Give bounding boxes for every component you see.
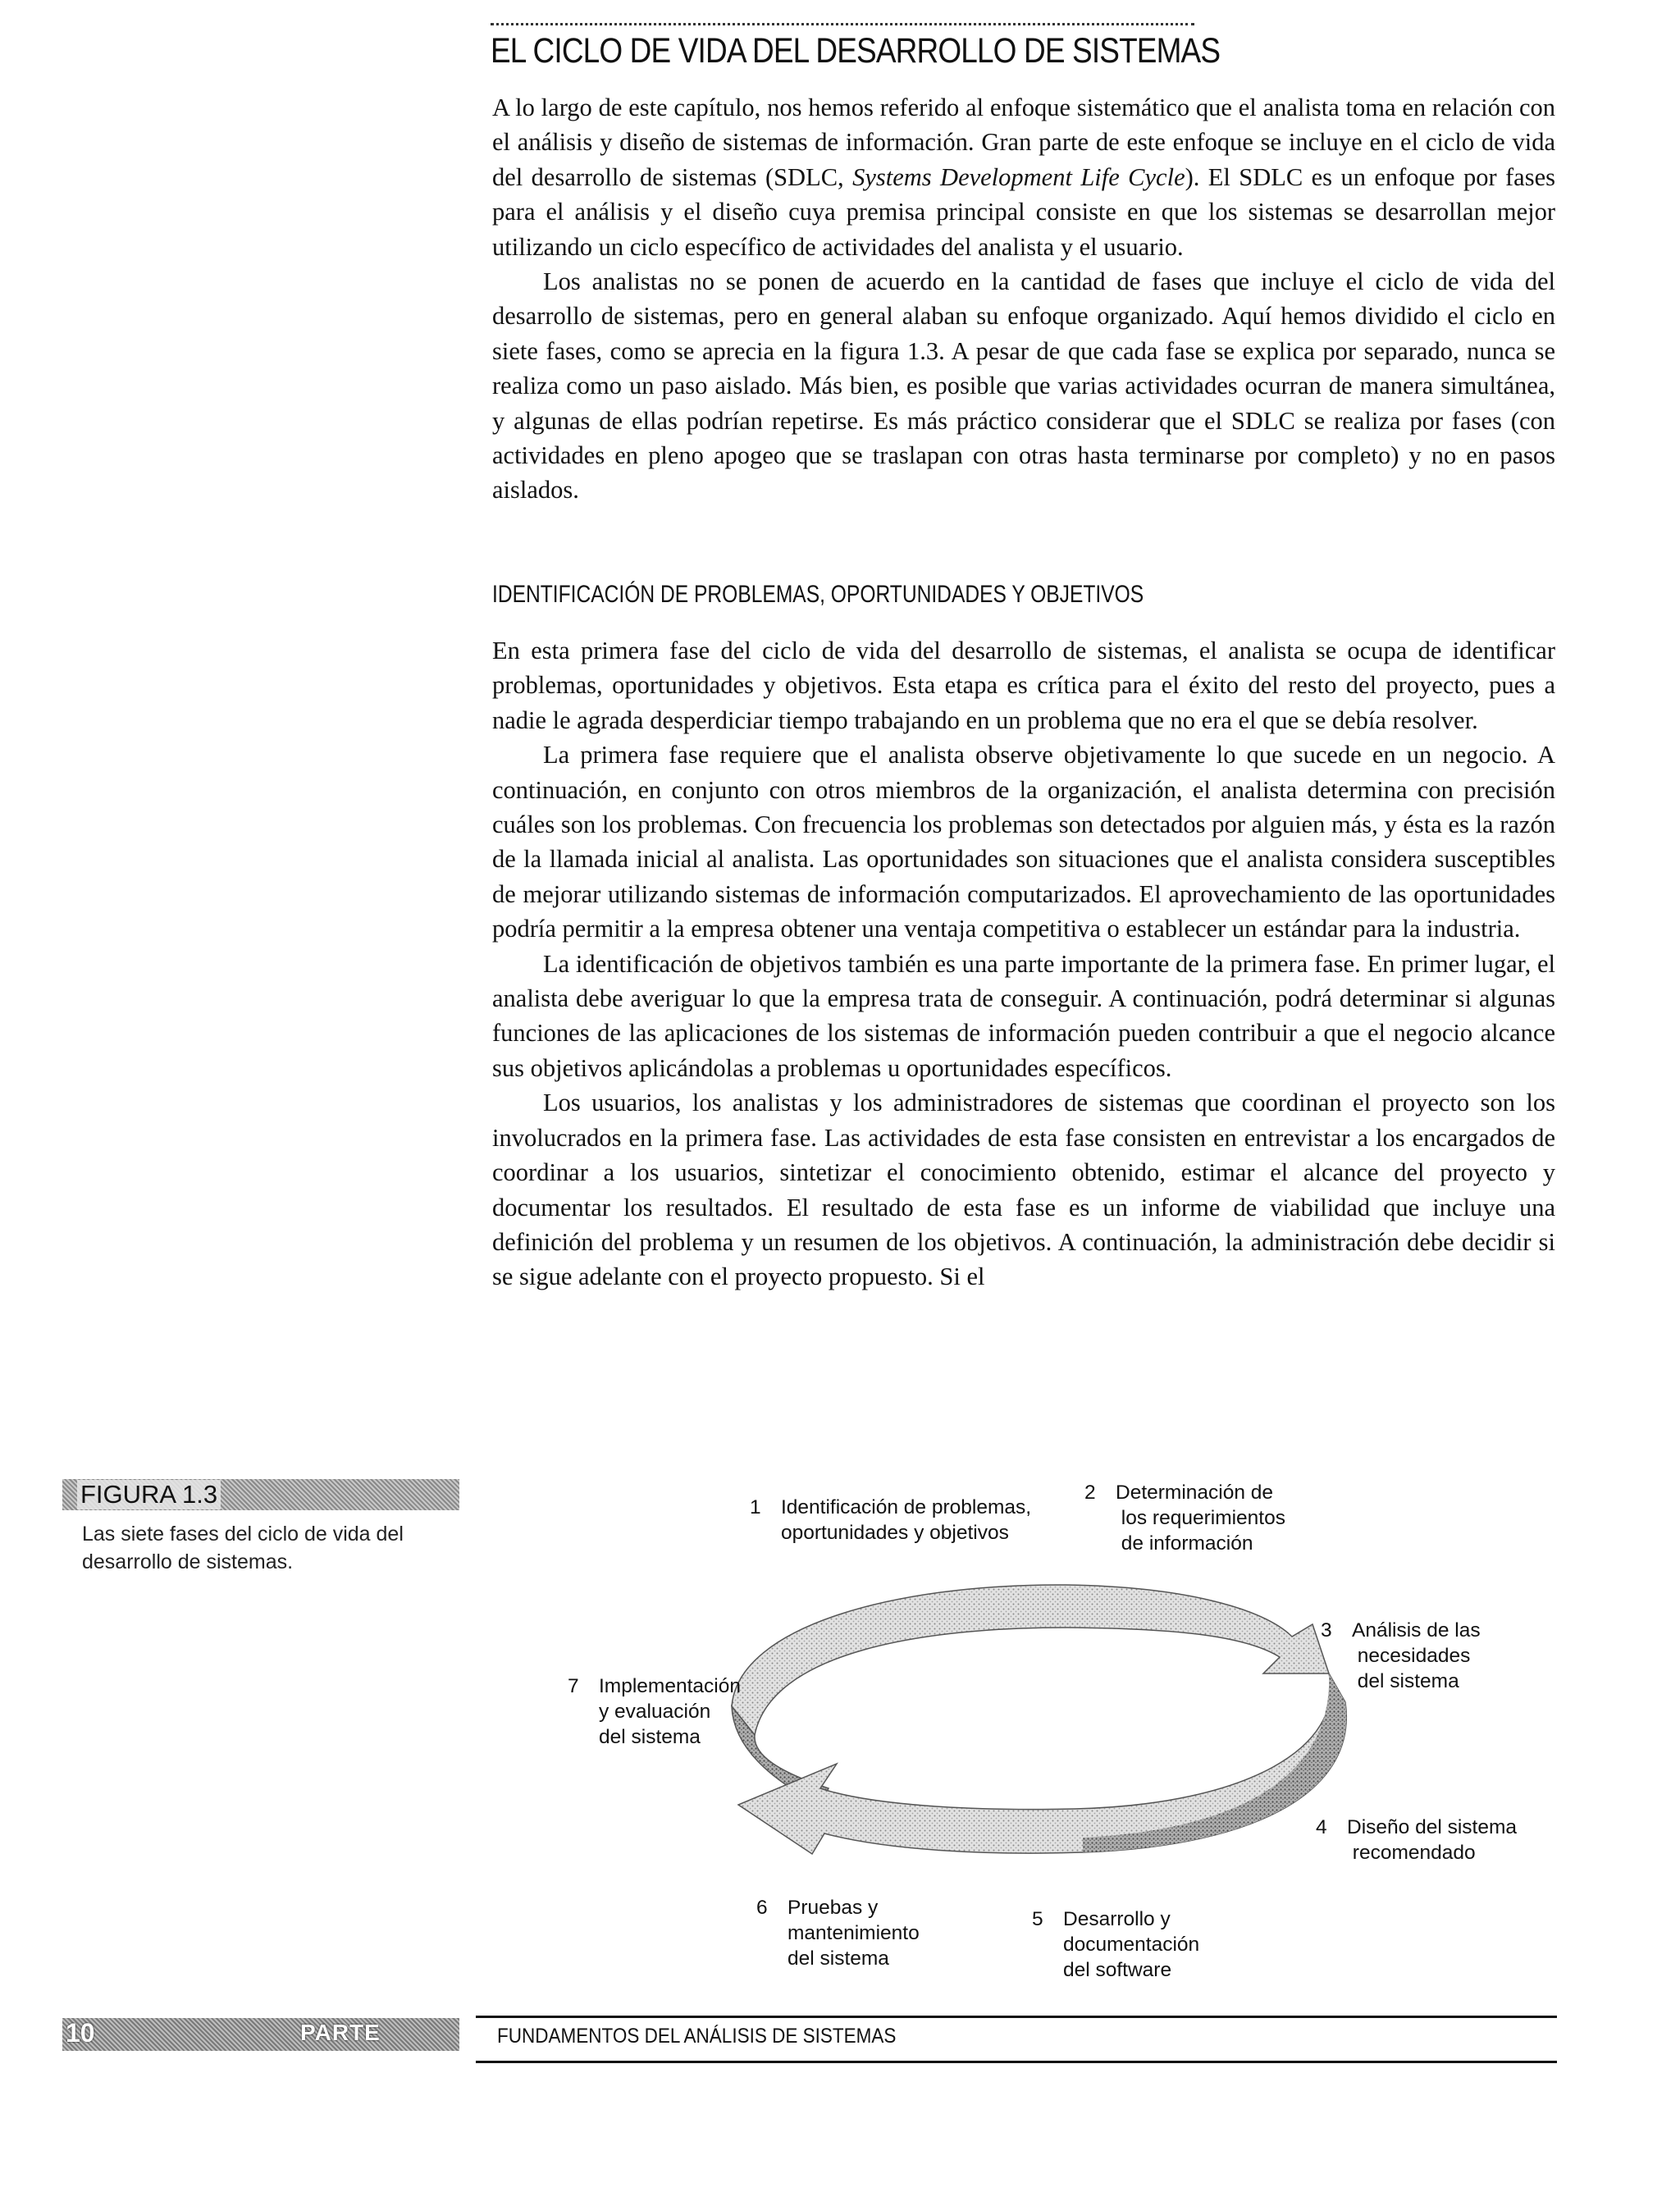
figure-caption: Las siete fases del ciclo de vida del desarrollo de sistemas.	[82, 1523, 404, 1573]
footer-rule-top	[476, 2016, 1557, 2018]
footer-rule-bottom	[476, 2061, 1557, 2063]
title-dotted-rule	[491, 23, 1194, 25]
sdlc-cycle-diagram	[722, 1559, 1362, 1903]
phase-5-label: Desarrollo y documentación del software	[1063, 1908, 1200, 1981]
intro-paragraph-2: Los analistas no se ponen de acuerdo en la cantidad de fases que incluye el ciclo de vida del desarrollo de sistemas, pero en general alaban su enfoque organizado. Aquí hemos dividido el ciclo en siete fases, como se aprecia en la figura 1.3. A pesar de que cada fase se explica por separado, nunca se realiza como un paso aislado. Más bien, es posible que varias actividades ocurran de manera simultánea, y algunas de ellas podrían repetirse. Es más práctico considerar que el SDLC se realiza por fases (con actividades en pleno apogeo que se traslapan con otras hasta terminarse por completo) y no en pasos aislados.	[492, 267, 1555, 505]
phase-6: 6 Pruebas y mantenimiento del sistema	[756, 1897, 920, 1970]
running-title: FUNDAMENTOS DEL ANÁLISIS DE SISTEMAS	[497, 2025, 897, 2048]
phase-4-label: Diseño del sistema recomendado	[1347, 1816, 1517, 1864]
section-paragraph-4: Los usuarios, los analistas y los administradores de sistemas que coordinan el proyecto son los involucrados en la primera fase. Las actividades de esta fase consisten en entrevistar a los encargados de coordinar a los usuarios, sintetizar el conocimiento obtenido, estimar el alcance del proyecto y documentar los resultados. El resultado de esta fase es un informe de viabilidad que incluye una definición del problema y un resumen de los objetivos. A continuación, la administración debe decidir si se sigue adelante con el proyecto propuesto. Si el	[492, 1089, 1555, 1291]
phase-1-label: Identificación de problemas, oportunidades y objetivos	[781, 1496, 1032, 1544]
subheading: IDENTIFICACIÓN DE PROBLEMAS, OPORTUNIDADES Y OBJETIVOS	[492, 581, 1144, 608]
page-number: 10	[66, 2018, 95, 2048]
phase-4: 4 Diseño del sistema recomendado	[1316, 1816, 1517, 1864]
sdlc-expansion: Systems Development Life Cycle	[852, 162, 1185, 191]
section-paragraph-3: La identificación de objetivos también es una parte importante de la primera fase. En primer lugar, el analista debe averiguar lo que la empresa trata de conseguir. A continuación, podrá determinar si algunas funciones de las aplicaciones de los sistemas de información pueden contribuir a que el negocio alcance sus objetivos aplicándolas a problemas u oportunidades específicos.	[492, 949, 1555, 1082]
phase-7-label: Implementación y evaluación del sistema	[599, 1675, 741, 1748]
section-paragraph-1: En esta primera fase del ciclo de vida del desarrollo de sistemas, el analista se ocupa de identificar problemas, oportunidades y objetivos. Esta etapa es crítica para el éxito del resto del proyecto, pues a nadie le agrada desperdiciar tiempo trabajando en un problema que no era el que se debía resolver.	[492, 637, 1555, 734]
phase-6-label: Pruebas y mantenimiento del sistema	[788, 1897, 920, 1970]
phase-3-label: Análisis de las necesidades del sistema	[1352, 1619, 1481, 1692]
phase-2-label: Determinación de los requerimientos de información	[1116, 1482, 1285, 1555]
phase-2: 2 Determinación de los requerimientos de información	[1084, 1482, 1285, 1555]
phase-3: 3 Análisis de las necesidades del sistema	[1321, 1619, 1481, 1692]
figure-label: FIGURA 1.3	[77, 1480, 221, 1509]
part-label: PARTE	[300, 2020, 381, 2045]
phase-1: 1 Identificación de problemas, oportunidades y objetivos	[750, 1496, 1032, 1544]
cycle-arrow-lower	[738, 1673, 1346, 1854]
footer-bar	[62, 2018, 459, 2051]
section-title: EL CICLO DE VIDA DEL DESARROLLO DE SISTEMAS	[491, 31, 1221, 71]
phase-5: 5 Desarrollo y documentación del software	[1032, 1908, 1200, 1981]
intro-text	[492, 90, 1555, 508]
intro-paragraph-1: A lo largo de este capítulo, nos hemos referido al enfoque sistemático que el analista toma en relación con el análisis y diseño de sistemas de información. Gran parte de este enfoque se incluye en el ciclo de vida del desarrollo de sistemas (SDLC, Systems Development Life Cycle). El SDLC es un enfoque por fases para el análisis y el diseño cuya premisa principal consiste en que los sistemas se desarrollan mejor utilizando un ciclo específico de actividades del analista y el usuario.	[492, 94, 1555, 261]
section-paragraph-2: La primera fase requiere que el analista observe objetivamente lo que sucede en un negocio. A continuación, en conjunto con otros miembros de la organización, el analista determina con precisión cuáles son los problemas. Con frecuencia los problemas son detectados por alguien más, y ésta es la razón de la llamada inicial al analista. Las oportunidades son situaciones que el analista considera susceptibles de mejorar utilizando sistemas de información computarizados. El aprovechamiento de las oportunidades podría permitir a la empresa obtener una ventaja competitiva o establecer un estándar para la industria.	[492, 741, 1555, 943]
section-text	[492, 633, 1555, 1294]
phase-7: 7 Implementación y evaluación del sistema	[568, 1675, 741, 1748]
figure-label-bar	[62, 1479, 459, 1510]
